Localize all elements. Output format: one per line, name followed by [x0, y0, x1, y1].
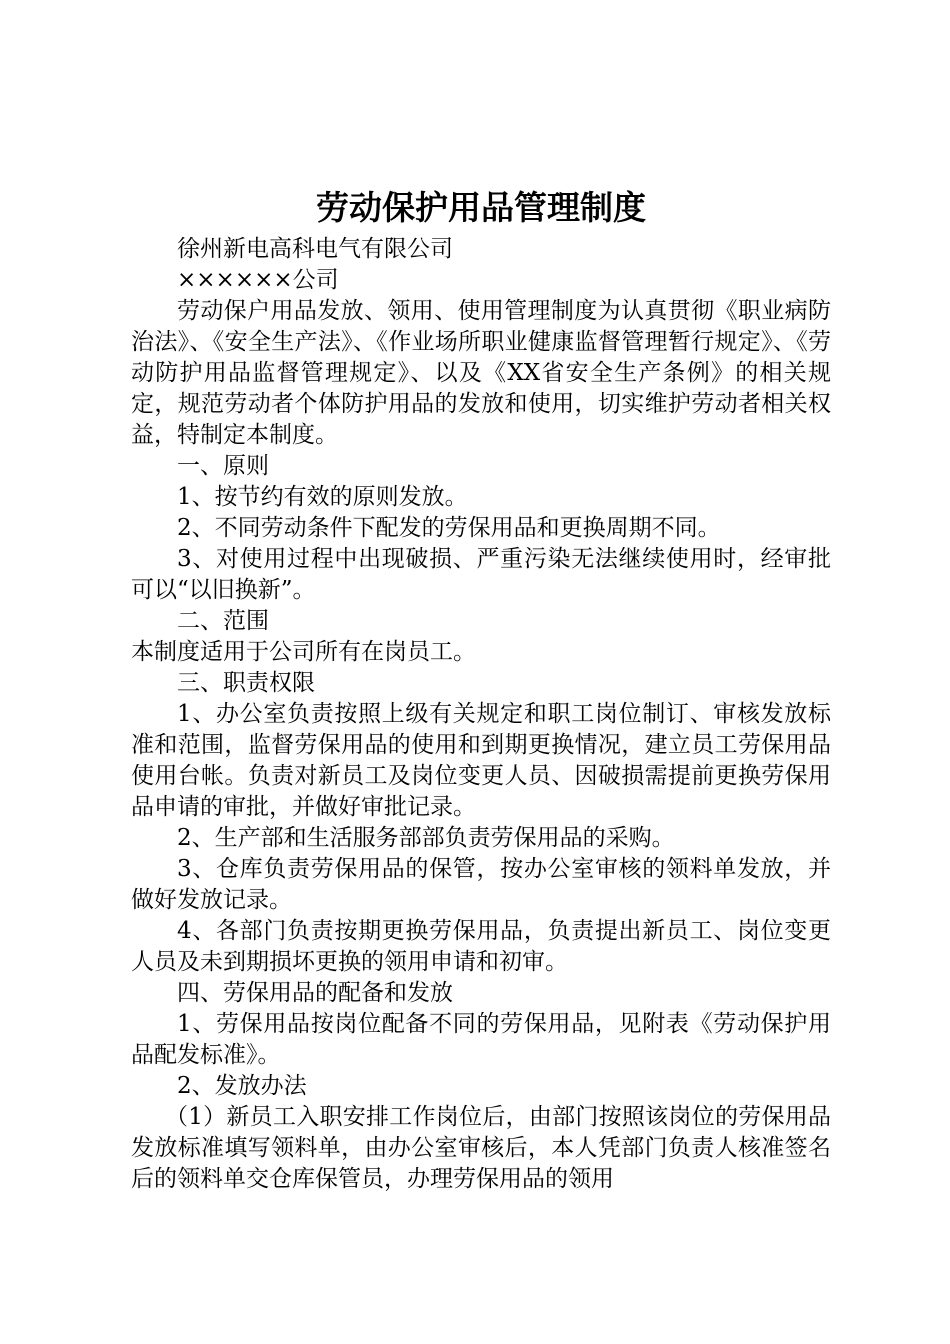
- responsibility-item: 2、生产部和生活服务部部负责劳保用品的采购。: [177, 825, 675, 851]
- principle-item: 3、对使用过程中出现破损、严重污染无法继续使用时，经审批可以“以旧换新”。: [131, 546, 831, 603]
- distribution-item: 1、劳保用品按岗位配备不同的劳保用品，见附表《劳动保护用品配发标准》。: [131, 1011, 831, 1068]
- section-heading-scope: 二、范围: [177, 608, 269, 634]
- section-heading-principles: 一、原则: [177, 453, 269, 479]
- responsibility-item: 3、仓库负责劳保用品的保管，按办公室审核的领料单发放，并做好发放记录。: [131, 856, 831, 913]
- company-placeholder: ××××××公司: [177, 267, 339, 293]
- section-heading-responsibilities: 三、职责权限: [177, 670, 315, 696]
- responsibility-item: 4、各部门负责按期更换劳保用品，负责提出新员工、岗位变更人员及未到期损坏更换的领用申请和初审。: [131, 918, 831, 975]
- responsibility-item: 1、办公室负责按照上级有关规定和职工岗位制订、审核发放标准和范围，监督劳保用品的使用和到期更换情况，建立员工劳保用品使用台帐。负责对新员工及岗位变更人员、因破损需提前更换劳保用品申请的审批，并做好审批记录。: [131, 701, 831, 820]
- scope-paragraph: 本制度适用于公司所有在岗员工。: [131, 639, 476, 665]
- distribution-subitem: （1）新员工入职安排工作岗位后，由部门按照该岗位的劳保用品发放标准填写领料单，由办公室审核后，本人凭部门负责人核准签名后的领料单交仓库保管员，办理劳保用品的领用: [131, 1104, 831, 1192]
- company-name: 徐州新电高科电气有限公司: [177, 236, 453, 262]
- document-body: [131, 234, 831, 1195]
- section-heading-distribution: 四、劳保用品的配备和发放: [177, 980, 453, 1006]
- distribution-item: 2、发放办法: [177, 1073, 307, 1099]
- document-title: 劳动保护用品管理制度: [316, 188, 646, 227]
- principle-item: 2、不同劳动条件下配发的劳保用品和更换周期不同。: [177, 515, 721, 541]
- principle-item: 1、按节约有效的原则发放。: [177, 484, 468, 510]
- intro-paragraph: 劳动保户用品发放、领用、使用管理制度为认真贯彻《职业病防治法》、《安全生产法》、《作业场所职业健康监督管理暂行规定》、《劳动防护用品监督管理规定》、以及《XX省安全生产条例》的相关规定，规范劳动者个体防护用品的发放和使用，切实维护劳动者相关权益，特制定本制度。: [131, 298, 831, 448]
